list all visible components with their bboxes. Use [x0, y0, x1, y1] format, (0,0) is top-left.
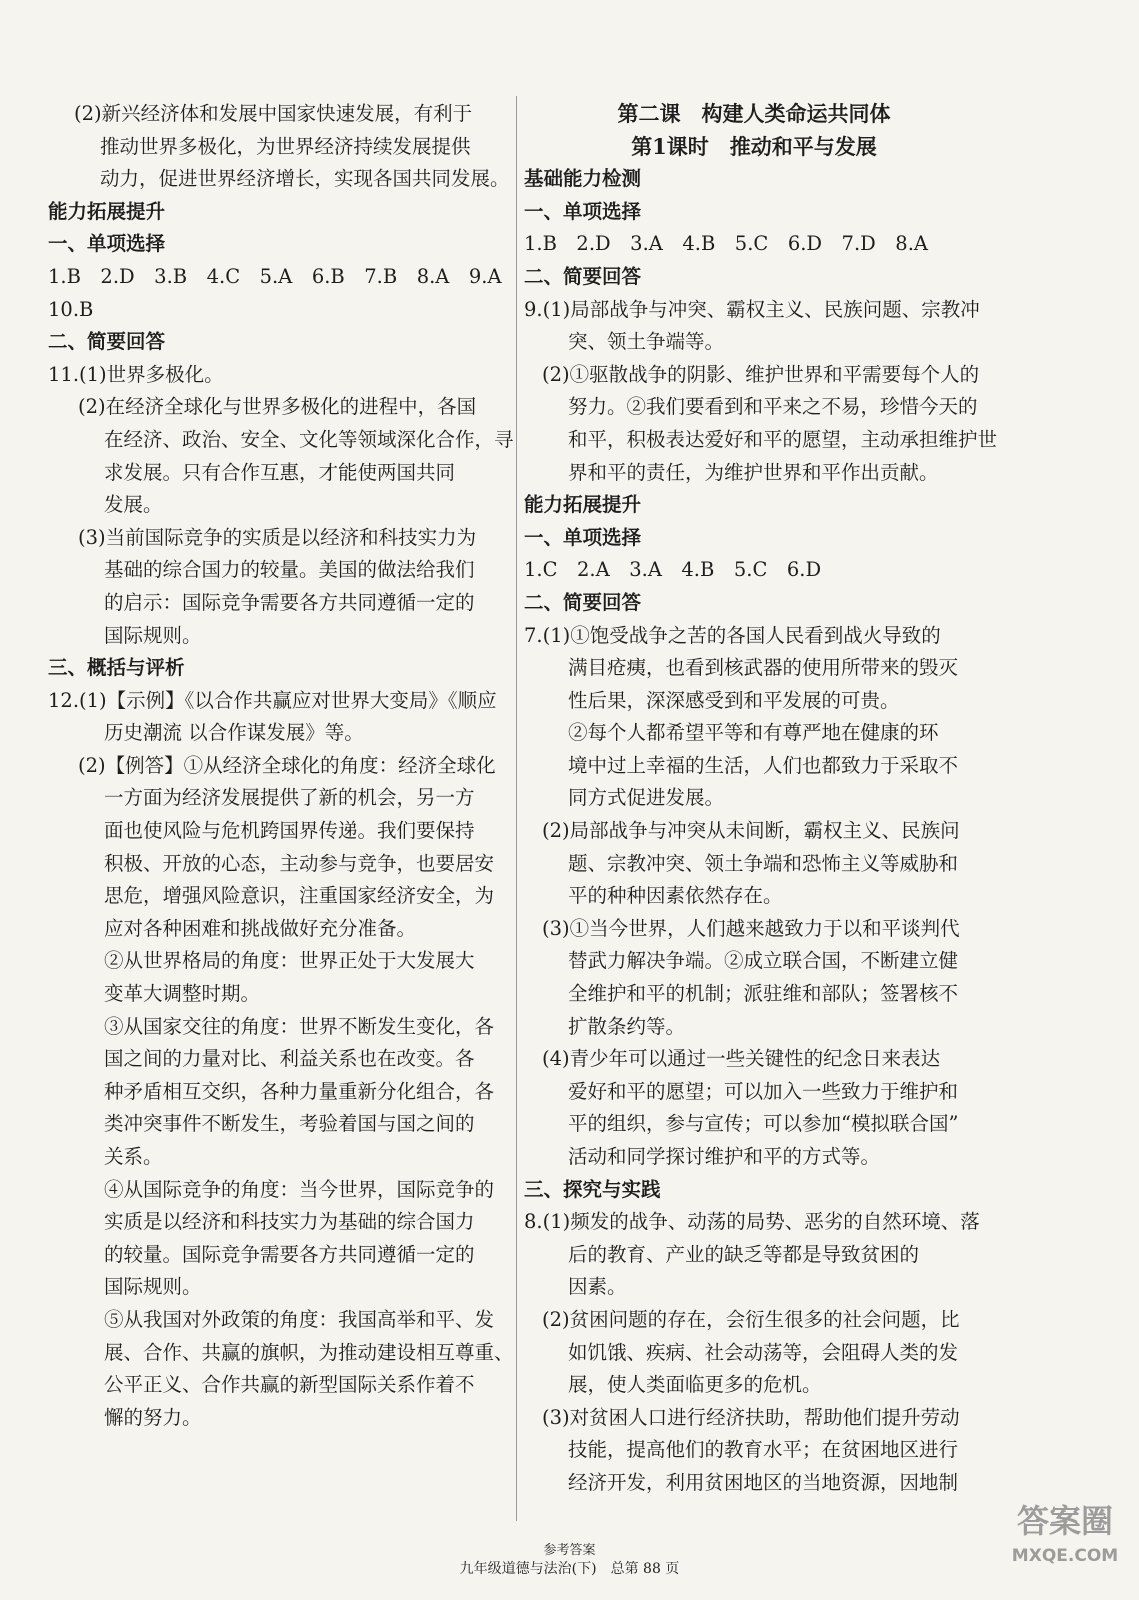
- answer-line: (3)当前国际竞争的实质是以经济和科技实力为: [78, 525, 477, 549]
- answer-line: (2)贫困问题的存在，会衍生很多的社会问题，比: [542, 1307, 960, 1331]
- answer-line: 的较量。国际竞争需要各方共同遵循一定的: [104, 1242, 475, 1266]
- answer-line: 展、合作、共赢的旗帜，为推动建设相互尊重、: [104, 1340, 514, 1364]
- watermark-url: MXQE.COM: [1011, 1546, 1119, 1566]
- answer-line: 后的教育、产业的缺乏等都是导致贫困的: [568, 1242, 920, 1266]
- column-divider: [516, 96, 517, 1521]
- left-column: [48, 98, 514, 1434]
- section-heading: 三、概括与评析: [48, 656, 185, 680]
- answer-line: (2)【例答】①从经济全球化的角度：经济全球化: [78, 753, 496, 777]
- answer-line: 同方式促进发展。: [568, 786, 725, 810]
- answer-line: 国之间的力量对比、利益关系也在改变。各: [104, 1047, 475, 1071]
- section-heading: 一、单项选择: [48, 232, 166, 256]
- lesson-title: 第1课时 推动和平与发展: [631, 133, 877, 159]
- answer-line: 应对各种困难和挑战做好充分准备。: [104, 916, 417, 940]
- section-heading: 二、简要回答: [48, 330, 166, 354]
- answer-line: 基础的综合国力的较量。美国的做法给我们: [104, 558, 475, 582]
- answer-line: 在经济、政治、安全、文化等领域深化合作，寻: [104, 427, 514, 451]
- answer-line: 历史潮流 以合作谋发展》等。: [104, 721, 364, 745]
- answer-line: ④从国际竞争的角度：当今世界，国际竞争的: [104, 1177, 495, 1201]
- section-heading: 一、单项选择: [524, 525, 642, 549]
- answer-line: 界和平的责任，为维护世界和平作出贡献。: [568, 460, 939, 484]
- answer-line: (2)①驱散战争的阴影、维护世界和平需要每个人的: [542, 362, 980, 386]
- answer-line: 活动和同学探讨维护和平的方式等。: [568, 1145, 881, 1168]
- section-heading: 二、简要回答: [524, 264, 642, 288]
- answer-line: 发展。: [104, 493, 163, 517]
- answer-line: 面也使风险与危机跨国界传递。我们要保持: [104, 819, 475, 843]
- answer-line: ③从国家交往的角度：世界不断发生变化，各: [104, 1014, 495, 1038]
- answer-line: 1.C 2.A 3.A 4.B 5.C 6.D: [524, 558, 822, 582]
- answer-line: 8.(1)频发的战争、动荡的局势、恶劣的自然环境、落: [524, 1210, 980, 1234]
- section-heading: 能力拓展提升: [48, 199, 166, 223]
- answer-line: (3)对贫困人口进行经济扶助，帮助他们提升劳动: [542, 1405, 960, 1429]
- answer-line: 7.(1)①饱受战争之苦的各国人民看到战火导致的: [524, 623, 941, 647]
- footer-page-info: 九年级道德与法治(下) 总第 88 页: [459, 1561, 680, 1577]
- answer-line: 国际规则。: [104, 1275, 202, 1299]
- answer-line: 性后果，深深感受到和平发展的可贵。: [568, 688, 900, 712]
- answer-line: 1.B 2.D 3.B 4.C 5.A 6.B 7.B 8.A 9.A: [48, 264, 502, 288]
- answer-line: 国际规则。: [104, 623, 202, 647]
- answer-line: 因素。: [568, 1275, 627, 1299]
- answer-line: 满目疮痍，也看到核武器的使用所带来的毁灭: [568, 656, 959, 680]
- answer-line: 动力，促进世界经济增长，实现各国共同发展。: [100, 167, 510, 191]
- answer-line: 题、宗教冲突、领土争端和恐怖主义等威胁和: [568, 851, 959, 875]
- answer-line: 努力。②我们要看到和平来之不易，珍惜今天的: [568, 395, 978, 419]
- answer-line: 实质是以经济和科技实力为基础的综合国力: [104, 1210, 475, 1234]
- answer-line: 爱好和平的愿望；可以加入一些致力于维护和: [568, 1079, 959, 1103]
- answer-line: 扩散条约等。: [568, 1014, 686, 1038]
- watermark-logo: [1000, 1498, 1130, 1594]
- answer-line: 境中过上幸福的生活，人们也都致力于采取不: [568, 753, 959, 777]
- answer-line: ⑤从我国对外政策的角度：我国高举和平、发: [104, 1307, 495, 1331]
- answer-line: 技能，提高他们的教育水平；在贫困地区进行: [568, 1438, 959, 1462]
- answer-line: 9.(1)局部战争与冲突、霸权主义、民族问题、宗教冲: [524, 297, 980, 321]
- answer-line: 懈的努力。: [104, 1405, 202, 1429]
- answer-line: (3)①当今世界，人们越来越致力于以和平谈判代: [542, 916, 960, 940]
- answer-line: 平的组织，参与宣传；可以参加“模拟联合国”: [568, 1112, 959, 1136]
- answer-line: 公平正义、合作共赢的新型国际关系作着不: [104, 1373, 475, 1397]
- answer-line: 10.B: [48, 297, 94, 321]
- answer-line: 关系。: [104, 1145, 163, 1168]
- answer-line: (2)新兴经济体和发展中国家快速发展，有利于: [74, 102, 473, 125]
- answer-line: 和平，积极表达爱好和平的愿望，主动承担维护世: [568, 427, 998, 451]
- answer-line: 求发展。只有合作互惠，才能使两国共同: [104, 460, 456, 484]
- answer-line: 如饥饿、疾病、社会动荡等，会阻碍人类的发: [568, 1340, 959, 1364]
- answer-line: 替武力解决争端。②成立联合国，不断建立健: [568, 949, 959, 973]
- section-heading: 二、简要回答: [524, 590, 642, 614]
- answer-line: 积极、开放的心态，主动参与竞争，也要居安: [104, 851, 495, 875]
- answer-line: (2)在经济全球化与世界多极化的进程中，各国: [78, 395, 477, 419]
- section-heading: 能力拓展提升: [524, 493, 642, 517]
- right-column: [524, 98, 998, 1500]
- answer-line: ②每个人都希望平等和有尊严地在健康的环: [568, 721, 939, 745]
- section-heading: 三、探究与实践: [524, 1177, 661, 1201]
- answer-line: 平的种种因素依然存在。: [568, 884, 783, 908]
- section-heading: 基础能力检测: [524, 167, 642, 191]
- lesson-title: 第二课 构建人类命运共同体: [617, 101, 891, 126]
- answer-line: 一方面为经济发展提供了新的机会，另一方: [104, 786, 475, 810]
- answer-line: 思危，增强风险意识，注重国家经济安全，为: [104, 884, 495, 908]
- answer-line: (4)青少年可以通过一些关键性的纪念日来表达: [542, 1047, 941, 1071]
- answer-line: 展，使人类面临更多的危机。: [568, 1373, 822, 1397]
- answer-line: 全维护和平的机制；派驻维和部队；签署核不: [568, 982, 959, 1006]
- answer-line: 种矛盾相互交织，各种力量重新分化组合，各: [104, 1079, 495, 1103]
- watermark-text: 答案圈: [1016, 1502, 1113, 1540]
- answer-line: (2)局部战争与冲突从未间断，霸权主义、民族问: [542, 819, 960, 843]
- answer-line: ②从世界格局的角度：世界正处于大发展大: [104, 949, 475, 973]
- answer-line: 12.(1)【示例】《以合作共赢应对世界大变局》《顺应: [48, 688, 497, 712]
- section-heading: 一、单项选择: [524, 199, 642, 223]
- answer-line: 经济开发，利用贫困地区的当地资源，因地制: [568, 1470, 959, 1494]
- answer-line: 变革大调整时期。: [104, 982, 261, 1006]
- answer-line: 的启示：国际竞争需要各方共同遵循一定的: [104, 590, 475, 614]
- answer-line: 类冲突事件不断发生，考验着国与国之间的: [104, 1112, 475, 1136]
- answer-line: 1.B 2.D 3.A 4.B 5.C 6.D 7.D 8.A: [524, 232, 928, 256]
- answer-line: 11.(1)世界多极化。: [48, 362, 224, 386]
- footer-reference: 参考答案: [543, 1543, 596, 1558]
- answer-line: 突、领土争端等。: [568, 330, 725, 354]
- answer-line: 推动世界多极化，为世界经济持续发展提供: [100, 134, 471, 158]
